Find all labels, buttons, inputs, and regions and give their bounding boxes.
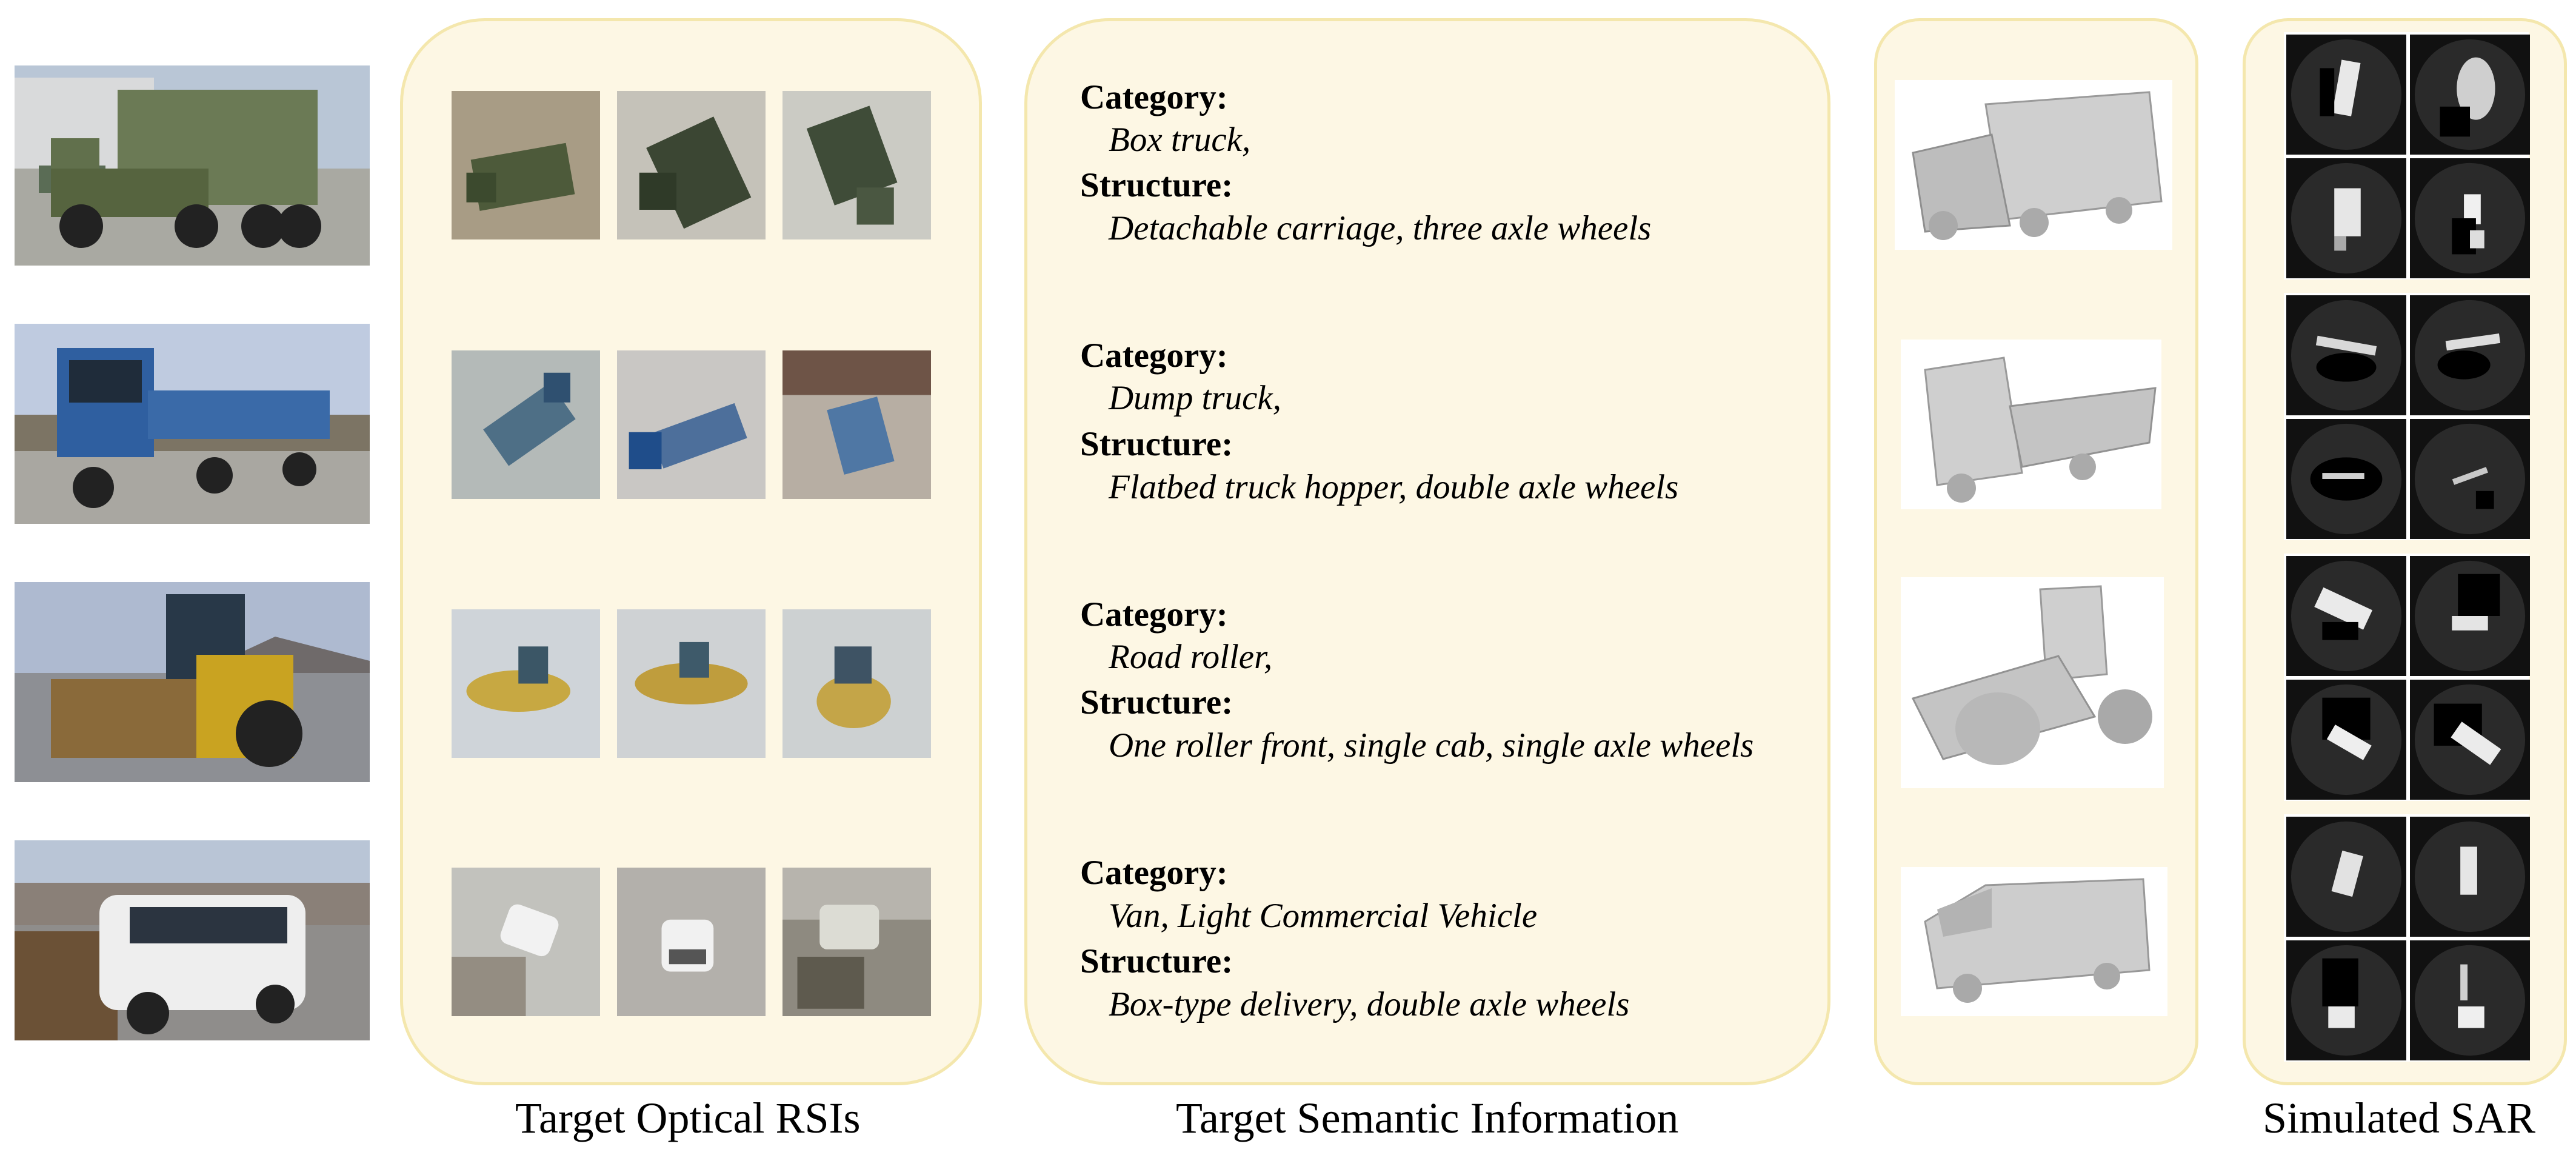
- category-label-van: Category:: [1080, 854, 1228, 892]
- category-value-van: Van, Light Commercial Vehicle: [1109, 897, 1538, 935]
- sar-van-2: [2410, 817, 2530, 937]
- structure-value-van: Box-type delivery, double axle wheels: [1109, 985, 1630, 1023]
- category-value-dump-truck: Dump truck,: [1109, 379, 1281, 417]
- rsi-road-roller-1: [452, 609, 600, 758]
- sar-van-1: [2286, 817, 2406, 937]
- structure-value-dump-truck: Flatbed truck hopper, double axle wheels: [1109, 468, 1679, 506]
- photo-van: [15, 840, 370, 1040]
- sar-box-truck-2: [2410, 35, 2530, 155]
- rsi-dump-truck-2: [617, 350, 766, 499]
- sar-road-roller-3: [2286, 680, 2406, 800]
- structure-label-box-truck: Structure:: [1080, 166, 1233, 204]
- photo-dump-truck: [15, 324, 370, 524]
- rsi-road-roller-3: [782, 609, 931, 758]
- rsi-road-roller-2: [617, 609, 766, 758]
- sar-road-roller-4: [2410, 680, 2530, 800]
- caption-semantic-information: Target Semantic Information: [1176, 1094, 1679, 1142]
- 3d-model-van: [1901, 867, 2167, 1016]
- category-label-box-truck: Category:: [1080, 78, 1228, 116]
- sar-van-3: [2286, 940, 2406, 1060]
- sar-road-roller-1: [2286, 556, 2406, 676]
- 3d-model-dump-truck: [1901, 340, 2161, 509]
- structure-label-road-roller: Structure:: [1080, 683, 1233, 721]
- rsi-dump-truck-1: [452, 350, 600, 499]
- category-label-road-roller: Category:: [1080, 595, 1228, 634]
- structure-label-dump-truck: Structure:: [1080, 425, 1233, 463]
- structure-value-road-roller: One roller front, single cab, single axle wheels: [1109, 726, 1754, 765]
- sar-box-truck-4: [2410, 158, 2530, 278]
- rsi-box-truck-2: [617, 91, 766, 239]
- rsi-dump-truck-3: [782, 350, 931, 499]
- sar-dump-truck-1: [2286, 295, 2406, 415]
- 3d-model-road-roller: [1901, 577, 2164, 788]
- sar-dump-truck-4: [2410, 419, 2530, 539]
- sar-dump-truck-2: [2410, 295, 2530, 415]
- sar-box-truck-3: [2286, 158, 2406, 278]
- sar-road-roller-2: [2410, 556, 2530, 676]
- caption-optical-rsis: Target Optical RSIs: [515, 1094, 861, 1142]
- structure-value-box-truck: Detachable carriage, three axle wheels: [1109, 209, 1652, 247]
- photo-box-truck: [15, 65, 370, 266]
- rsi-box-truck-1: [452, 91, 600, 239]
- category-value-box-truck: Box truck,: [1109, 121, 1251, 159]
- sar-van-4: [2410, 940, 2530, 1060]
- rsi-van-3: [782, 868, 931, 1016]
- caption-simulated-sar: Simulated SAR: [2263, 1094, 2536, 1142]
- sar-box-truck-1: [2286, 35, 2406, 155]
- category-value-road-roller: Road roller,: [1109, 638, 1273, 676]
- 3d-model-box-truck: [1895, 80, 2172, 250]
- rsi-van-1: [452, 868, 600, 1016]
- rsi-box-truck-3: [782, 91, 931, 239]
- structure-label-van: Structure:: [1080, 942, 1233, 980]
- rsi-van-2: [617, 868, 766, 1016]
- category-label-dump-truck: Category:: [1080, 336, 1228, 375]
- photo-road-roller: [15, 582, 370, 782]
- sar-dump-truck-3: [2286, 419, 2406, 539]
